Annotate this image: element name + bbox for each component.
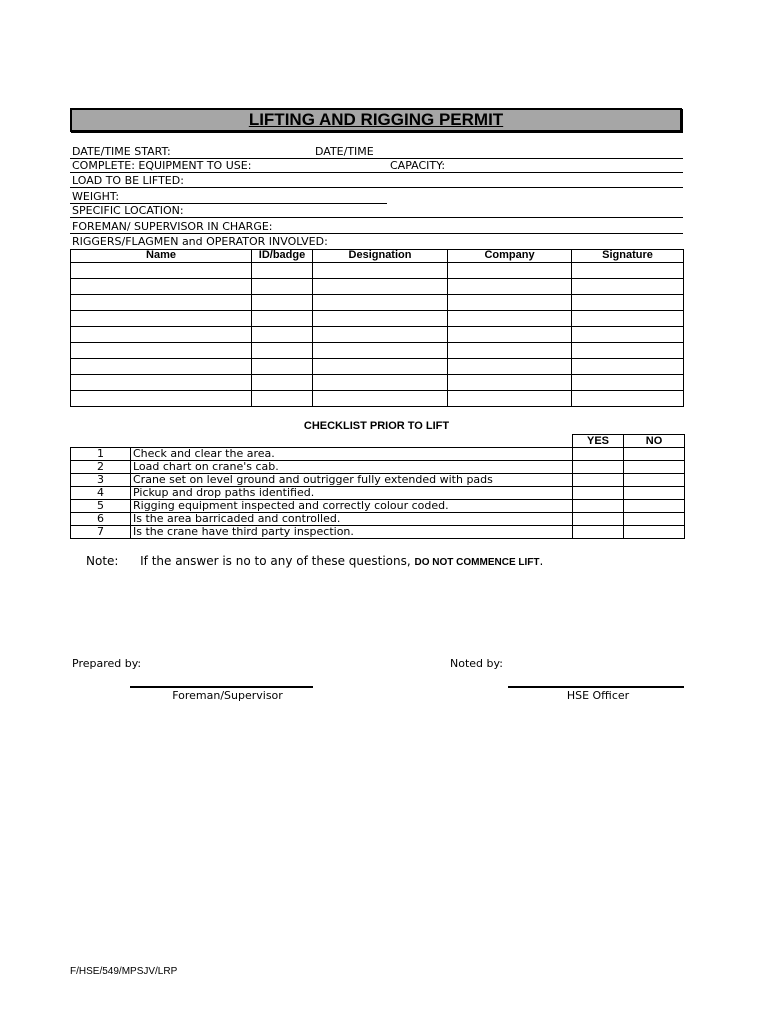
- note-emphasis: DO NOT COMMENCE LIFT: [414, 557, 540, 568]
- yes-checkbox[interactable]: [573, 461, 624, 474]
- no-checkbox[interactable]: [624, 448, 685, 461]
- yes-checkbox[interactable]: [573, 487, 624, 500]
- table-row: [71, 359, 684, 375]
- crew-cell[interactable]: [572, 391, 684, 407]
- crew-cell[interactable]: [448, 343, 572, 359]
- yes-checkbox[interactable]: [573, 474, 624, 487]
- checklist-item-text: Pickup and drop paths identified.: [131, 487, 573, 500]
- weight-label: WEIGHT:: [72, 190, 120, 203]
- note-line: [86, 554, 543, 570]
- date-time-complete-label: DATE/TIME: [315, 145, 374, 158]
- date-time-start-label: DATE/TIME START:: [72, 145, 171, 158]
- crew-cell[interactable]: [252, 343, 313, 359]
- table-row: [71, 295, 684, 311]
- crew-cell[interactable]: [448, 279, 572, 295]
- crew-cell[interactable]: [71, 375, 252, 391]
- crew-cell[interactable]: [572, 343, 684, 359]
- checklist-row: [71, 526, 685, 539]
- crew-cell[interactable]: [71, 327, 252, 343]
- no-checkbox[interactable]: [624, 500, 685, 513]
- crew-header-signature: Signature: [572, 250, 684, 263]
- table-row: [71, 279, 684, 295]
- checklist-item-text: Load chart on crane's cab.: [131, 461, 573, 474]
- no-checkbox[interactable]: [624, 513, 685, 526]
- crew-header-row: [71, 250, 684, 263]
- equipment-label: COMPLETE: EQUIPMENT TO USE:: [72, 159, 252, 172]
- crew-cell[interactable]: [572, 311, 684, 327]
- crew-cell[interactable]: [572, 327, 684, 343]
- checklist-item-text: Is the crane have third party inspection.: [131, 526, 573, 539]
- location-label: SPECIFIC LOCATION:: [72, 204, 184, 217]
- checklist-row: [71, 487, 685, 500]
- table-row: [71, 343, 684, 359]
- checklist-item-text: Crane set on level ground and outrigger fully extended with pads: [131, 474, 573, 487]
- foreman-label: FOREMAN/ SUPERVISOR IN CHARGE:: [72, 220, 273, 233]
- prepared-by-label: Prepared by:: [72, 657, 142, 670]
- checklist-number: 5: [71, 500, 131, 513]
- crew-cell[interactable]: [448, 359, 572, 375]
- field-underline: [70, 187, 683, 188]
- crew-cell[interactable]: [448, 295, 572, 311]
- crew-cell[interactable]: [572, 279, 684, 295]
- checklist-row: [71, 500, 685, 513]
- crew-header-id: ID/badge: [252, 250, 313, 263]
- load-label: LOAD TO BE LIFTED:: [72, 174, 184, 187]
- crew-cell[interactable]: [71, 311, 252, 327]
- table-row: [71, 391, 684, 407]
- no-checkbox[interactable]: [624, 474, 685, 487]
- checklist-item-text: Rigging equipment inspected and correctly colour coded.: [131, 500, 573, 513]
- yes-checkbox[interactable]: [573, 448, 624, 461]
- table-row: [71, 327, 684, 343]
- form-code: F/HSE/549/MPSJV/LRP: [70, 966, 178, 977]
- field-underline: [70, 233, 683, 234]
- crew-cell[interactable]: [252, 359, 313, 375]
- no-checkbox[interactable]: [624, 487, 685, 500]
- field-underline: [70, 172, 683, 173]
- checklist-header-row: [71, 435, 685, 448]
- checklist-number: 7: [71, 526, 131, 539]
- crew-cell[interactable]: [71, 279, 252, 295]
- no-checkbox[interactable]: [624, 526, 685, 539]
- yes-checkbox[interactable]: [573, 526, 624, 539]
- crew-cell[interactable]: [572, 359, 684, 375]
- checklist-number: 4: [71, 487, 131, 500]
- crew-header-name: Name: [71, 250, 252, 263]
- crew-cell[interactable]: [448, 311, 572, 327]
- checklist-row: [71, 474, 685, 487]
- permit-title: LIFTING AND RIGGING PERMIT: [248, 110, 504, 129]
- checklist-number: 2: [71, 461, 131, 474]
- note-end: .: [539, 554, 544, 568]
- checklist-blank: [71, 435, 131, 448]
- checklist-number: 1: [71, 448, 131, 461]
- crew-header-designation: Designation: [313, 250, 448, 263]
- yes-checkbox[interactable]: [573, 500, 624, 513]
- crew-cell[interactable]: [572, 263, 684, 279]
- crew-cell[interactable]: [313, 343, 448, 359]
- no-checkbox[interactable]: [624, 461, 685, 474]
- field-underline: [70, 217, 683, 218]
- crew-cell[interactable]: [313, 327, 448, 343]
- crew-cell[interactable]: [252, 263, 313, 279]
- prepared-signature-line[interactable]: [130, 686, 313, 688]
- crew-cell[interactable]: [313, 311, 448, 327]
- crew-cell[interactable]: [252, 279, 313, 295]
- checklist-number: 6: [71, 513, 131, 526]
- table-row: [71, 263, 684, 279]
- checklist-title: CHECKLIST PRIOR TO LIFT: [303, 420, 450, 432]
- crew-cell[interactable]: [313, 295, 448, 311]
- yes-checkbox[interactable]: [573, 513, 624, 526]
- yes-column-header: YES: [573, 435, 624, 448]
- crew-cell[interactable]: [71, 295, 252, 311]
- crew-cell[interactable]: [313, 279, 448, 295]
- crew-cell[interactable]: [448, 263, 572, 279]
- crew-cell[interactable]: [252, 391, 313, 407]
- crew-cell[interactable]: [313, 391, 448, 407]
- checklist-row: [71, 448, 685, 461]
- noted-signature-line[interactable]: [508, 686, 684, 688]
- crew-cell[interactable]: [572, 295, 684, 311]
- checklist-item-text: Check and clear the area.: [131, 448, 573, 461]
- crew-cell[interactable]: [448, 375, 572, 391]
- checklist-item-text: Is the area barricaded and controlled.: [131, 513, 573, 526]
- crew-cell[interactable]: [71, 359, 252, 375]
- crew-table: [70, 249, 684, 407]
- foreman-role-label: Foreman/Supervisor: [172, 689, 283, 702]
- crew-cell[interactable]: [252, 295, 313, 311]
- checklist-row: [71, 513, 685, 526]
- permit-title-box: [70, 108, 682, 132]
- no-column-header: NO: [624, 435, 685, 448]
- noted-by-label: Noted by:: [450, 657, 503, 670]
- riggers-label: RIGGERS/FLAGMEN and OPERATOR INVOLVED:: [72, 235, 328, 248]
- crew-cell[interactable]: [572, 375, 684, 391]
- note-label: Note:: [86, 554, 119, 568]
- checklist-blank: [131, 435, 573, 448]
- capacity-label: CAPACITY:: [390, 159, 446, 172]
- table-row: [71, 311, 684, 327]
- note-text: If the answer is no to any of these questions,: [140, 554, 411, 568]
- crew-cell[interactable]: [71, 391, 252, 407]
- hse-role-label: HSE Officer: [566, 689, 630, 702]
- checklist-number: 3: [71, 474, 131, 487]
- crew-cell[interactable]: [313, 359, 448, 375]
- crew-cell[interactable]: [252, 375, 313, 391]
- checklist-table: [70, 434, 685, 539]
- crew-cell[interactable]: [252, 311, 313, 327]
- checklist-row: [71, 461, 685, 474]
- crew-cell[interactable]: [448, 391, 572, 407]
- crew-header-company: Company: [448, 250, 572, 263]
- crew-cell[interactable]: [313, 263, 448, 279]
- crew-cell[interactable]: [71, 343, 252, 359]
- crew-cell[interactable]: [71, 263, 252, 279]
- table-row: [71, 375, 684, 391]
- crew-cell[interactable]: [252, 327, 313, 343]
- crew-cell[interactable]: [313, 375, 448, 391]
- crew-cell[interactable]: [448, 327, 572, 343]
